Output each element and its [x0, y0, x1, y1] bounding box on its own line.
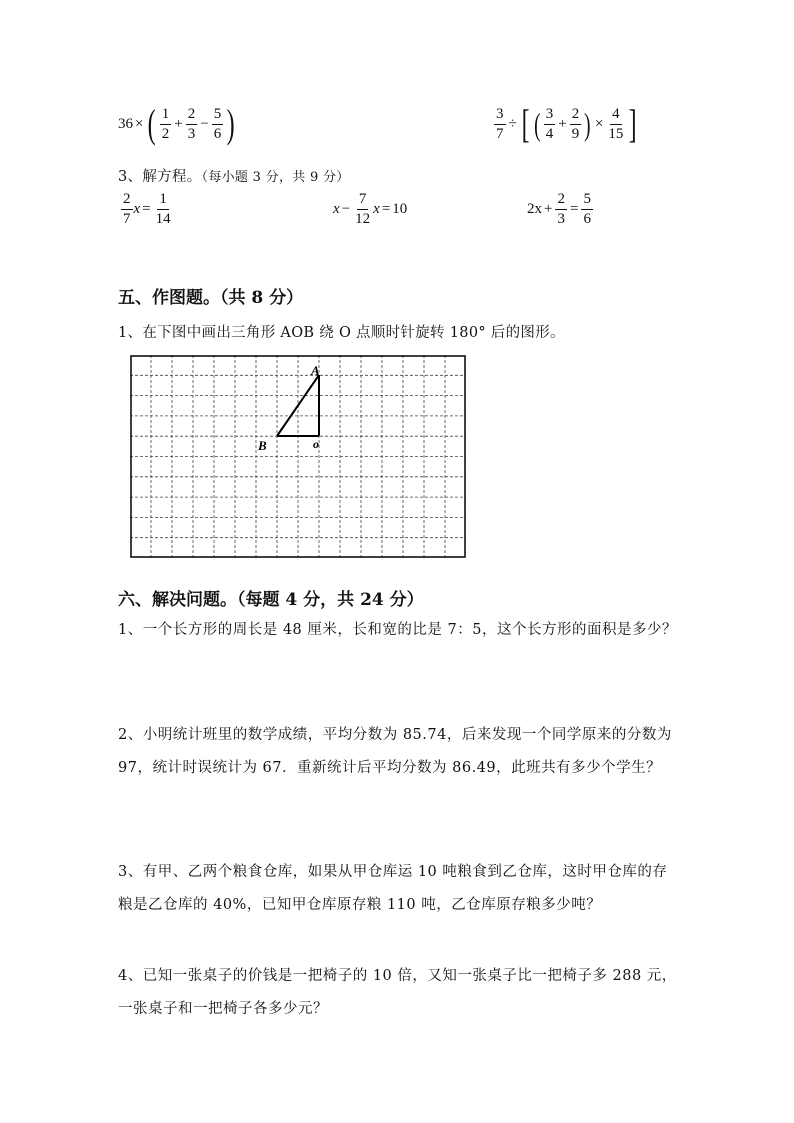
variable: x	[133, 201, 141, 217]
calc-expression-1	[118, 101, 238, 146]
minus-sign: −	[341, 201, 351, 217]
right-paren: )	[584, 106, 591, 142]
left-paren: (	[534, 106, 541, 142]
number: 36	[118, 115, 133, 132]
grid-svg	[130, 355, 466, 558]
label-b: B	[258, 438, 267, 453]
equation-2	[333, 192, 407, 227]
grid-lines	[130, 355, 466, 558]
number: 10	[392, 201, 408, 217]
fraction: $\frac{5}{6}$	[583, 191, 591, 227]
term: 2x	[527, 201, 542, 217]
section-6-question-1: 1、一个长方形的周长是 48 厘米，长和宽的比是 7：5，这个长方形的面积是多少？	[118, 622, 677, 638]
section-6-title: 六、解决问题。（每题 4 分，共 24 分）	[118, 590, 424, 610]
equals-sign: =	[569, 201, 579, 217]
equation-3	[527, 192, 594, 227]
times-sign: ×	[594, 115, 604, 132]
fraction: $\frac{3}{7}$	[496, 105, 504, 142]
section-5-title: 五、作图题。（共 8 分）	[118, 288, 304, 308]
fraction: $\frac{1}{2}$	[161, 105, 170, 142]
fraction: $\frac{4}{15}$	[608, 105, 624, 142]
label-a: A	[311, 363, 320, 378]
left-paren: (	[148, 101, 157, 146]
times-sign: ×	[135, 115, 144, 132]
right-bracket: ]	[628, 101, 637, 146]
plus-sign: +	[544, 201, 553, 217]
divide-sign: ÷	[508, 115, 517, 132]
section-6-question-4: 4、已知一张桌子的价钱是一把椅子的 10 倍，又知一张桌子比一把椅子多 288 元，一张桌子和一把椅子各多少元？	[118, 968, 677, 1017]
calc-expression-2	[493, 101, 640, 146]
fraction: $\frac{3}{4}$	[545, 105, 554, 142]
fraction: $\frac{1}{14}$	[155, 191, 171, 227]
section-5-question-1: 1、在下图中画出三角形 AOB 绕 O 点顺时针旋转 180° 后的图形。	[118, 325, 565, 341]
variable: x	[333, 201, 340, 217]
label-o: o	[313, 437, 319, 451]
equation-1	[120, 192, 174, 227]
plus-sign: +	[174, 115, 183, 132]
right-paren: )	[226, 101, 235, 146]
equals-sign: =	[142, 201, 151, 217]
plus-sign: +	[558, 115, 567, 132]
section-6-question-3: 3、有甲、乙两个粮食仓库，如果从甲仓库运 10 吨粮食到乙仓库，这时甲仓库的存粮是乙仓库的 40%，已知甲仓库原存粮 110 吨，乙仓库原存粮多少吨？	[118, 864, 668, 913]
fraction: $\frac{5}{6}$	[213, 105, 222, 142]
fraction: $\frac{2}{9}$	[571, 105, 580, 142]
minus-sign: −	[200, 115, 209, 132]
equations-heading	[118, 165, 350, 186]
fraction: $\frac{2}{7}$	[123, 191, 131, 227]
equations-note: （每小题 3 分，共 9 分）	[201, 170, 350, 185]
equations-title: 3、解方程。	[118, 169, 202, 185]
equals-sign: =	[381, 201, 391, 217]
fraction: $\frac{2}{3}$	[187, 105, 196, 142]
fraction: $\frac{7}{12}$	[355, 191, 371, 227]
section-6-question-2: 2、小明统计班里的数学成绩，平均分数为 85.74，后来发现一个同学原来的分数为 97，统计时误统计为 67．重新统计后平均分数为 86.49，此班共有多少个学生？	[118, 727, 672, 776]
variable: x	[373, 201, 380, 217]
left-bracket: [	[521, 101, 530, 146]
drawing-grid	[130, 355, 466, 562]
fraction: $\frac{2}{3}$	[557, 191, 565, 227]
